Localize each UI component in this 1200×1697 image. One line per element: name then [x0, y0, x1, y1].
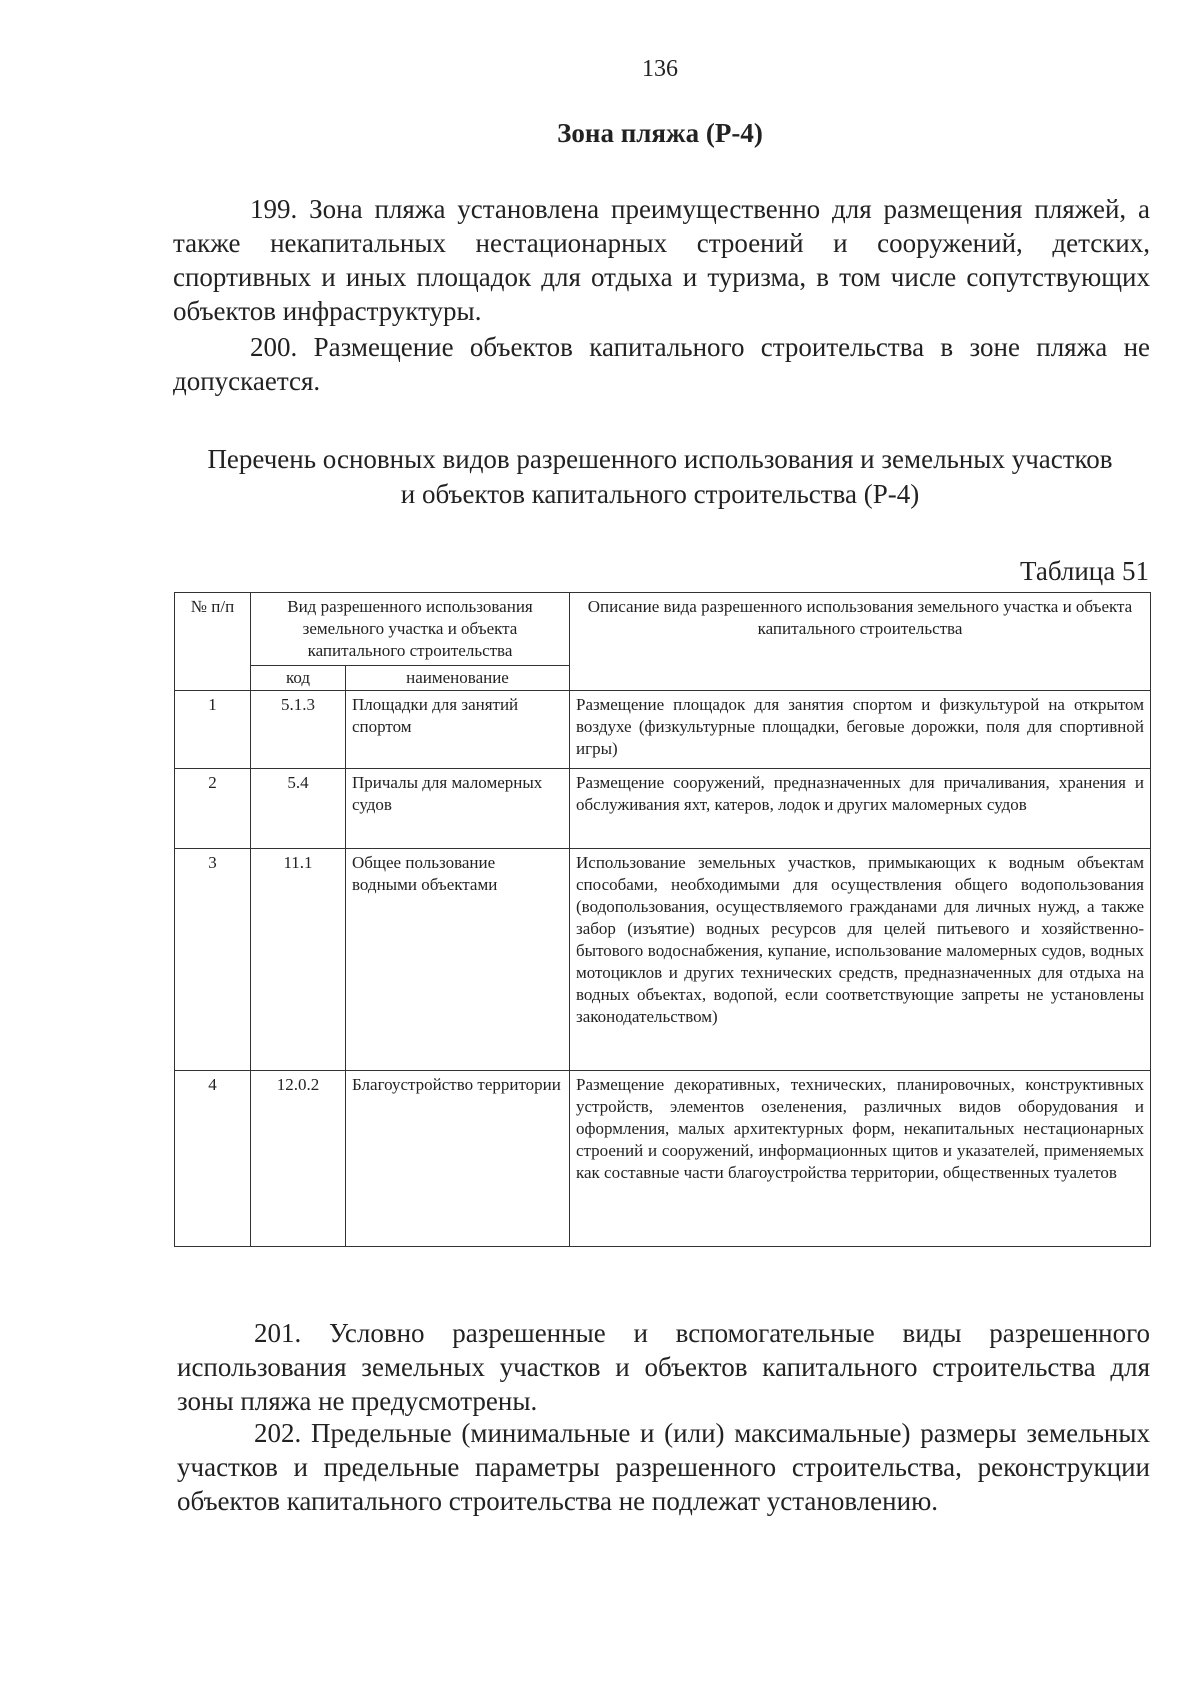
list-title: [150, 442, 1170, 512]
row-name: Причалы для маломерных судов: [346, 769, 570, 849]
permitted-use-table: [174, 592, 1151, 1247]
paragraph-number: 199.: [250, 194, 298, 224]
table-row: [175, 849, 1151, 1071]
table-header-row: [175, 593, 1151, 666]
row-description: Использование земельных участков, примыкающих к водным объектам способами, необходимыми для осуществления общего водопользования (водопользования, осуществляемого гражданами для личных нужд, а также забор (изъятие) водных ресурсов для целей питьевого и хозяйственно-бытового водоснабжения, купание, использование маломерных судов, водных мотоциклов и других технических средств, предназначенных для отдыха на водных объектах, водопой, если соответствующие запреты не установлены законодательством): [570, 849, 1151, 1071]
paragraph-199: [173, 192, 1150, 328]
list-title-line: и объектов капитального строительства (Р-4): [400, 479, 920, 509]
row-code: 5.4: [251, 769, 346, 849]
header-code: код: [251, 666, 346, 691]
paragraph-text: Предельные (минимальные и (или) максимальные) размеры земельных участков и предельные параметры разрешенного строительства, реконструкции объектов капитального строительства не подлежат установлению.: [177, 1418, 1151, 1516]
table-row: [175, 1071, 1151, 1247]
paragraph-text: Размещение объектов капитального строительства в зоне пляжа не допускается.: [173, 332, 1151, 396]
row-description: Размещение декоративных, технических, планировочных, конструктивных устройств, элементов озеленения, различных видов оборудования и оформления, малых архитектурных форм, некапитальных нестационарных строений и сооружений, информационных щитов и указателей, применяемых как составные части благоустройства территории, общественных туалетов: [570, 1071, 1151, 1247]
table-label: Таблица 51: [1020, 556, 1149, 586]
row-num: 3: [175, 849, 251, 1071]
paragraph-text: Зона пляжа установлена преимущественно для размещения пляжей, а также некапитальных нестационарных строений и сооружений, детских, спортивных и иных площадок для отдыха и туризма, в том числе сопутствующих объектов инфраструктуры.: [173, 194, 1151, 326]
header-kind: Вид разрешенного использования земельного участка и объекта капитального строительства: [251, 593, 570, 666]
row-description: Размещение площадок для занятия спортом и физкультурой на открытом воздухе (физкультурные площадки, беговые дорожки, поля для спортивной игры): [570, 691, 1151, 769]
row-code: 12.0.2: [251, 1071, 346, 1247]
row-name: Площадки для занятий спортом: [346, 691, 570, 769]
zone-title: Зона пляжа (Р-4): [557, 118, 763, 148]
header-num: № п/п: [175, 593, 251, 691]
row-num: 1: [175, 691, 251, 769]
paragraph-202: [177, 1416, 1150, 1518]
row-num: 4: [175, 1071, 251, 1247]
row-name: Благоустройство территории: [346, 1071, 570, 1247]
table-row: [175, 691, 1151, 769]
header-description: Описание вида разрешенного использования земельного участка и объекта капитального строительства: [570, 593, 1151, 691]
paragraph-number: 200.: [250, 332, 298, 362]
page-number: 136: [642, 56, 678, 82]
paragraph-200: [173, 330, 1150, 398]
paragraph-number: 202.: [254, 1418, 302, 1448]
header-name: наименование: [346, 666, 570, 691]
row-num: 2: [175, 769, 251, 849]
paragraph-number: 201.: [254, 1318, 302, 1348]
paragraph-201: [177, 1316, 1150, 1418]
paragraph-text: Условно разрешенные и вспомогательные виды разрешенного использования земельных участков и объектов капитального строительства для зоны пляжа не предусмотрены.: [177, 1318, 1151, 1416]
row-description: Размещение сооружений, предназначенных для причаливания, хранения и обслуживания яхт, катеров, лодок и других маломерных судов: [570, 769, 1151, 849]
list-title-line: Перечень основных видов разрешенного использования и земельных участков: [207, 444, 1113, 474]
row-code: 5.1.3: [251, 691, 346, 769]
row-name: Общее пользование водными объектами: [346, 849, 570, 1071]
row-code: 11.1: [251, 849, 346, 1071]
table-row: [175, 769, 1151, 849]
